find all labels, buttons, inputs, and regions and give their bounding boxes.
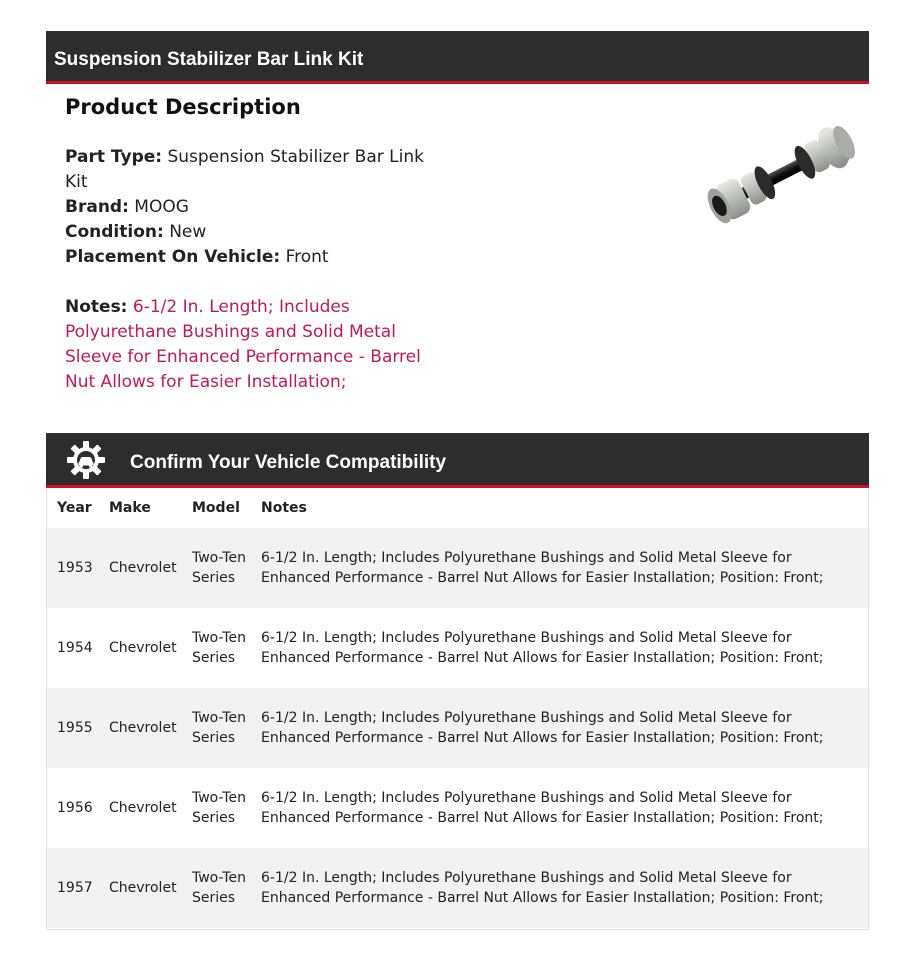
table-header-row	[47, 488, 868, 528]
col-notes: Notes	[261, 500, 307, 516]
spec-condition	[65, 220, 425, 245]
cell-make: Chevrolet	[99, 528, 182, 608]
cell-year: 1953	[47, 528, 99, 608]
brand-label: Brand:	[65, 197, 129, 217]
cell-year: 1954	[57, 639, 93, 656]
description-heading: Product Description	[65, 95, 301, 119]
cell-notes: 6-1/2 In. Length; Includes Polyurethane Bushings and Solid Metal Sleeve for Enhanced Performance - Barrel Nut Allows for Easier Installation; Position: Front;	[261, 629, 824, 666]
cell-make: Chevrolet	[109, 639, 177, 656]
cell-make: Chevrolet	[109, 799, 177, 816]
brand-value: MOOG	[134, 197, 189, 217]
cell-notes: 6-1/2 In. Length; Includes Polyurethane Bushings and Solid Metal Sleeve for Enhanced Performance - Barrel Nut Allows for Easier Installation; Position: Front;	[251, 528, 868, 608]
cell-year: 1955	[47, 688, 99, 768]
product-title: Suspension Stabilizer Bar Link Kit	[54, 49, 364, 70]
product-description	[65, 92, 425, 395]
cell-year: 1956	[57, 799, 93, 816]
table-row	[47, 608, 868, 688]
col-make: Make	[109, 500, 151, 516]
placement-value: Front	[285, 247, 329, 267]
cell-model: Two-Ten Series	[182, 848, 251, 928]
table-row	[47, 688, 868, 768]
cell-model: Two-Ten Series	[182, 528, 251, 608]
notes-value: 6-1/2 In. Length; Includes Polyurethane Bushings and Solid Metal Sleeve for Enhanced Performance - Barrel Nut Allows for Easier Installation;	[65, 297, 421, 392]
notes-label: Notes:	[65, 297, 128, 317]
col-model: Model	[192, 500, 240, 516]
cell-year: 1957	[47, 848, 99, 928]
cell-model: Two-Ten Series	[192, 629, 246, 666]
cell-make: Chevrolet	[99, 848, 182, 928]
placement-label: Placement On Vehicle:	[65, 247, 281, 267]
part-type-value: Suspension Stabilizer Bar Link Kit	[65, 147, 424, 192]
compatibility-title: Confirm Your Vehicle Compatibility	[130, 452, 447, 473]
compatibility-header	[46, 433, 869, 488]
spec-placement	[65, 245, 425, 270]
cell-notes: 6-1/2 In. Length; Includes Polyurethane Bushings and Solid Metal Sleeve for Enhanced Performance - Barrel Nut Allows for Easier Installation; Position: Front;	[251, 848, 868, 928]
spec-part-type	[65, 145, 425, 195]
product-image	[690, 118, 870, 233]
part-type-label: Part Type:	[65, 147, 163, 167]
spec-brand	[65, 195, 425, 220]
gear-car-icon	[66, 440, 106, 480]
cell-model: Two-Ten Series	[192, 789, 246, 826]
table-row	[47, 848, 868, 928]
spec-list	[65, 145, 425, 270]
product-notes	[65, 295, 425, 395]
cell-notes: 6-1/2 In. Length; Includes Polyurethane Bushings and Solid Metal Sleeve for Enhanced Performance - Barrel Nut Allows for Easier Installation; Position: Front;	[251, 688, 868, 768]
table-row	[47, 768, 868, 848]
product-header	[46, 31, 869, 84]
cell-model: Two-Ten Series	[182, 688, 251, 768]
col-year: Year	[57, 500, 92, 516]
cell-make: Chevrolet	[99, 688, 182, 768]
table-row	[47, 528, 868, 608]
condition-value: New	[169, 222, 207, 242]
compatibility-table	[46, 488, 869, 930]
cell-notes: 6-1/2 In. Length; Includes Polyurethane Bushings and Solid Metal Sleeve for Enhanced Performance - Barrel Nut Allows for Easier Installation; Position: Front;	[261, 789, 824, 826]
condition-label: Condition:	[65, 222, 164, 242]
